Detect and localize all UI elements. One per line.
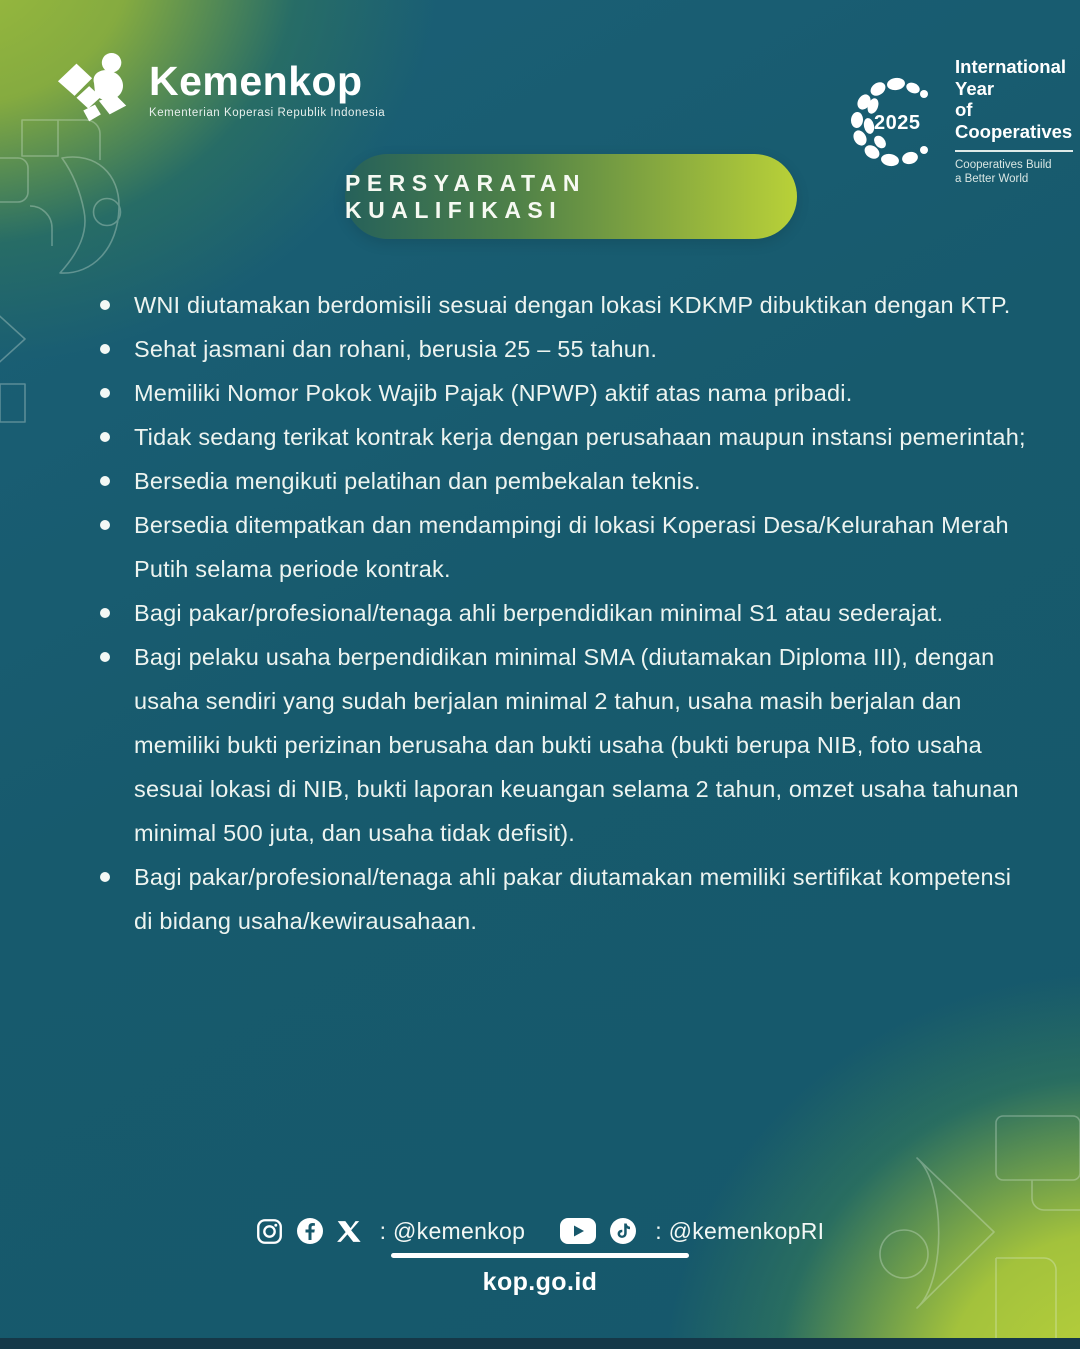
facebook-icon[interactable]: [296, 1217, 324, 1245]
iyc-ring-icon: [850, 76, 942, 168]
bullet-icon: [100, 432, 110, 442]
requirement-item: [100, 327, 1032, 371]
tiktok-icon[interactable]: [609, 1217, 637, 1245]
bullet-icon: [100, 388, 110, 398]
bullet-icon: [100, 520, 110, 530]
requirement-text: Bagi pakar/profesional/tenaga ahli pakar diutamakan memiliki sertifikat kompetensi di bidang usaha/kewirausahaan.: [134, 864, 1012, 934]
page-title: PERSYARATAN KUALIFIKASI: [345, 169, 587, 223]
iyc-title-line1: International Year: [955, 56, 1067, 99]
iyc-tagline-line1: Cooperatives Build: [955, 158, 1052, 171]
kemenkop-logo: [56, 50, 385, 130]
website-url[interactable]: kop.go.id: [482, 1268, 598, 1296]
requirement-text: Sehat jasmani dan rohani, berusia 25 – 55 tahun.: [134, 336, 658, 362]
requirement-text: Bersedia ditempatkan dan mendampingi di lokasi Koperasi Desa/Kelurahan Merah Putih selama periode kontrak.: [134, 512, 1009, 582]
social-handle-secondary: : @kemenkopRI: [655, 1217, 825, 1244]
requirement-item: [100, 635, 1032, 855]
instagram-icon[interactable]: [256, 1218, 283, 1245]
bullet-icon: [100, 344, 110, 354]
requirement-text: Tidak sedang terikat kontrak kerja dengan perusahaan maupun instansi pemerintah;: [134, 424, 1026, 450]
requirement-item: [100, 459, 1032, 503]
kemenkop-logo-mark-icon: [56, 50, 134, 130]
requirement-text: Bersedia mengikuti pelatihan dan pembekalan teknis.: [134, 468, 701, 494]
youtube-icon[interactable]: [560, 1218, 596, 1244]
bullet-icon: [100, 476, 110, 486]
social-media-row: [0, 1206, 1080, 1256]
requirement-item: [100, 503, 1032, 591]
brand-name: Kemenkop: [149, 58, 363, 104]
requirement-item: [100, 591, 1032, 635]
bullet-icon: [100, 872, 110, 882]
title-banner: [345, 154, 797, 239]
iyc-2025-badge: [850, 56, 1080, 187]
bullet-icon: [100, 608, 110, 618]
iyc-title-line2: of Cooperatives: [955, 99, 1073, 142]
x-icon[interactable]: [337, 1219, 362, 1244]
requirement-text: Memiliki Nomor Pokok Wajib Pajak (NPWP) aktif atas nama pribadi.: [134, 380, 853, 406]
requirement-text: WNI diutamakan berdomisili sesuai dengan lokasi KDKMP dibuktikan dengan KTP.: [134, 292, 1011, 318]
requirement-text: Bagi pakar/profesional/tenaga ahli berpendidikan minimal S1 atau sederajat.: [134, 600, 944, 626]
iyc-divider: [955, 150, 1073, 152]
bullet-icon: [100, 652, 110, 662]
footer-divider: [391, 1253, 689, 1258]
requirements-list: [100, 283, 1032, 943]
requirement-item: [100, 371, 1032, 415]
social-handle-main: : @kemenkop: [379, 1217, 526, 1244]
requirement-item: [100, 415, 1032, 459]
iyc-year: 2025: [874, 111, 921, 134]
requirement-text: Bagi pelaku usaha berpendidikan minimal SMA (diutamakan Diploma III), dengan usaha sendiri yang sudah berjalan minimal 2 tahun, usaha masih berjalan dan memiliki bukti perizinan berusaha dan bukti usaha (bukti berupa NIB, foto usaha sesuai lokasi di NIB, bukti laporan keuangan selama 2 tahun, omzet usaha tahunan minimal 500 juta, dan usaha tidak defisit).: [134, 644, 1019, 846]
requirement-item: [100, 283, 1032, 327]
bullet-icon: [100, 300, 110, 310]
iyc-tagline-line2: a Better World: [955, 173, 1029, 186]
brand-subtitle: Kementerian Koperasi Republik Indonesia: [149, 107, 386, 119]
bottom-accent-bar: [0, 1338, 1080, 1349]
requirement-item: [100, 855, 1032, 943]
